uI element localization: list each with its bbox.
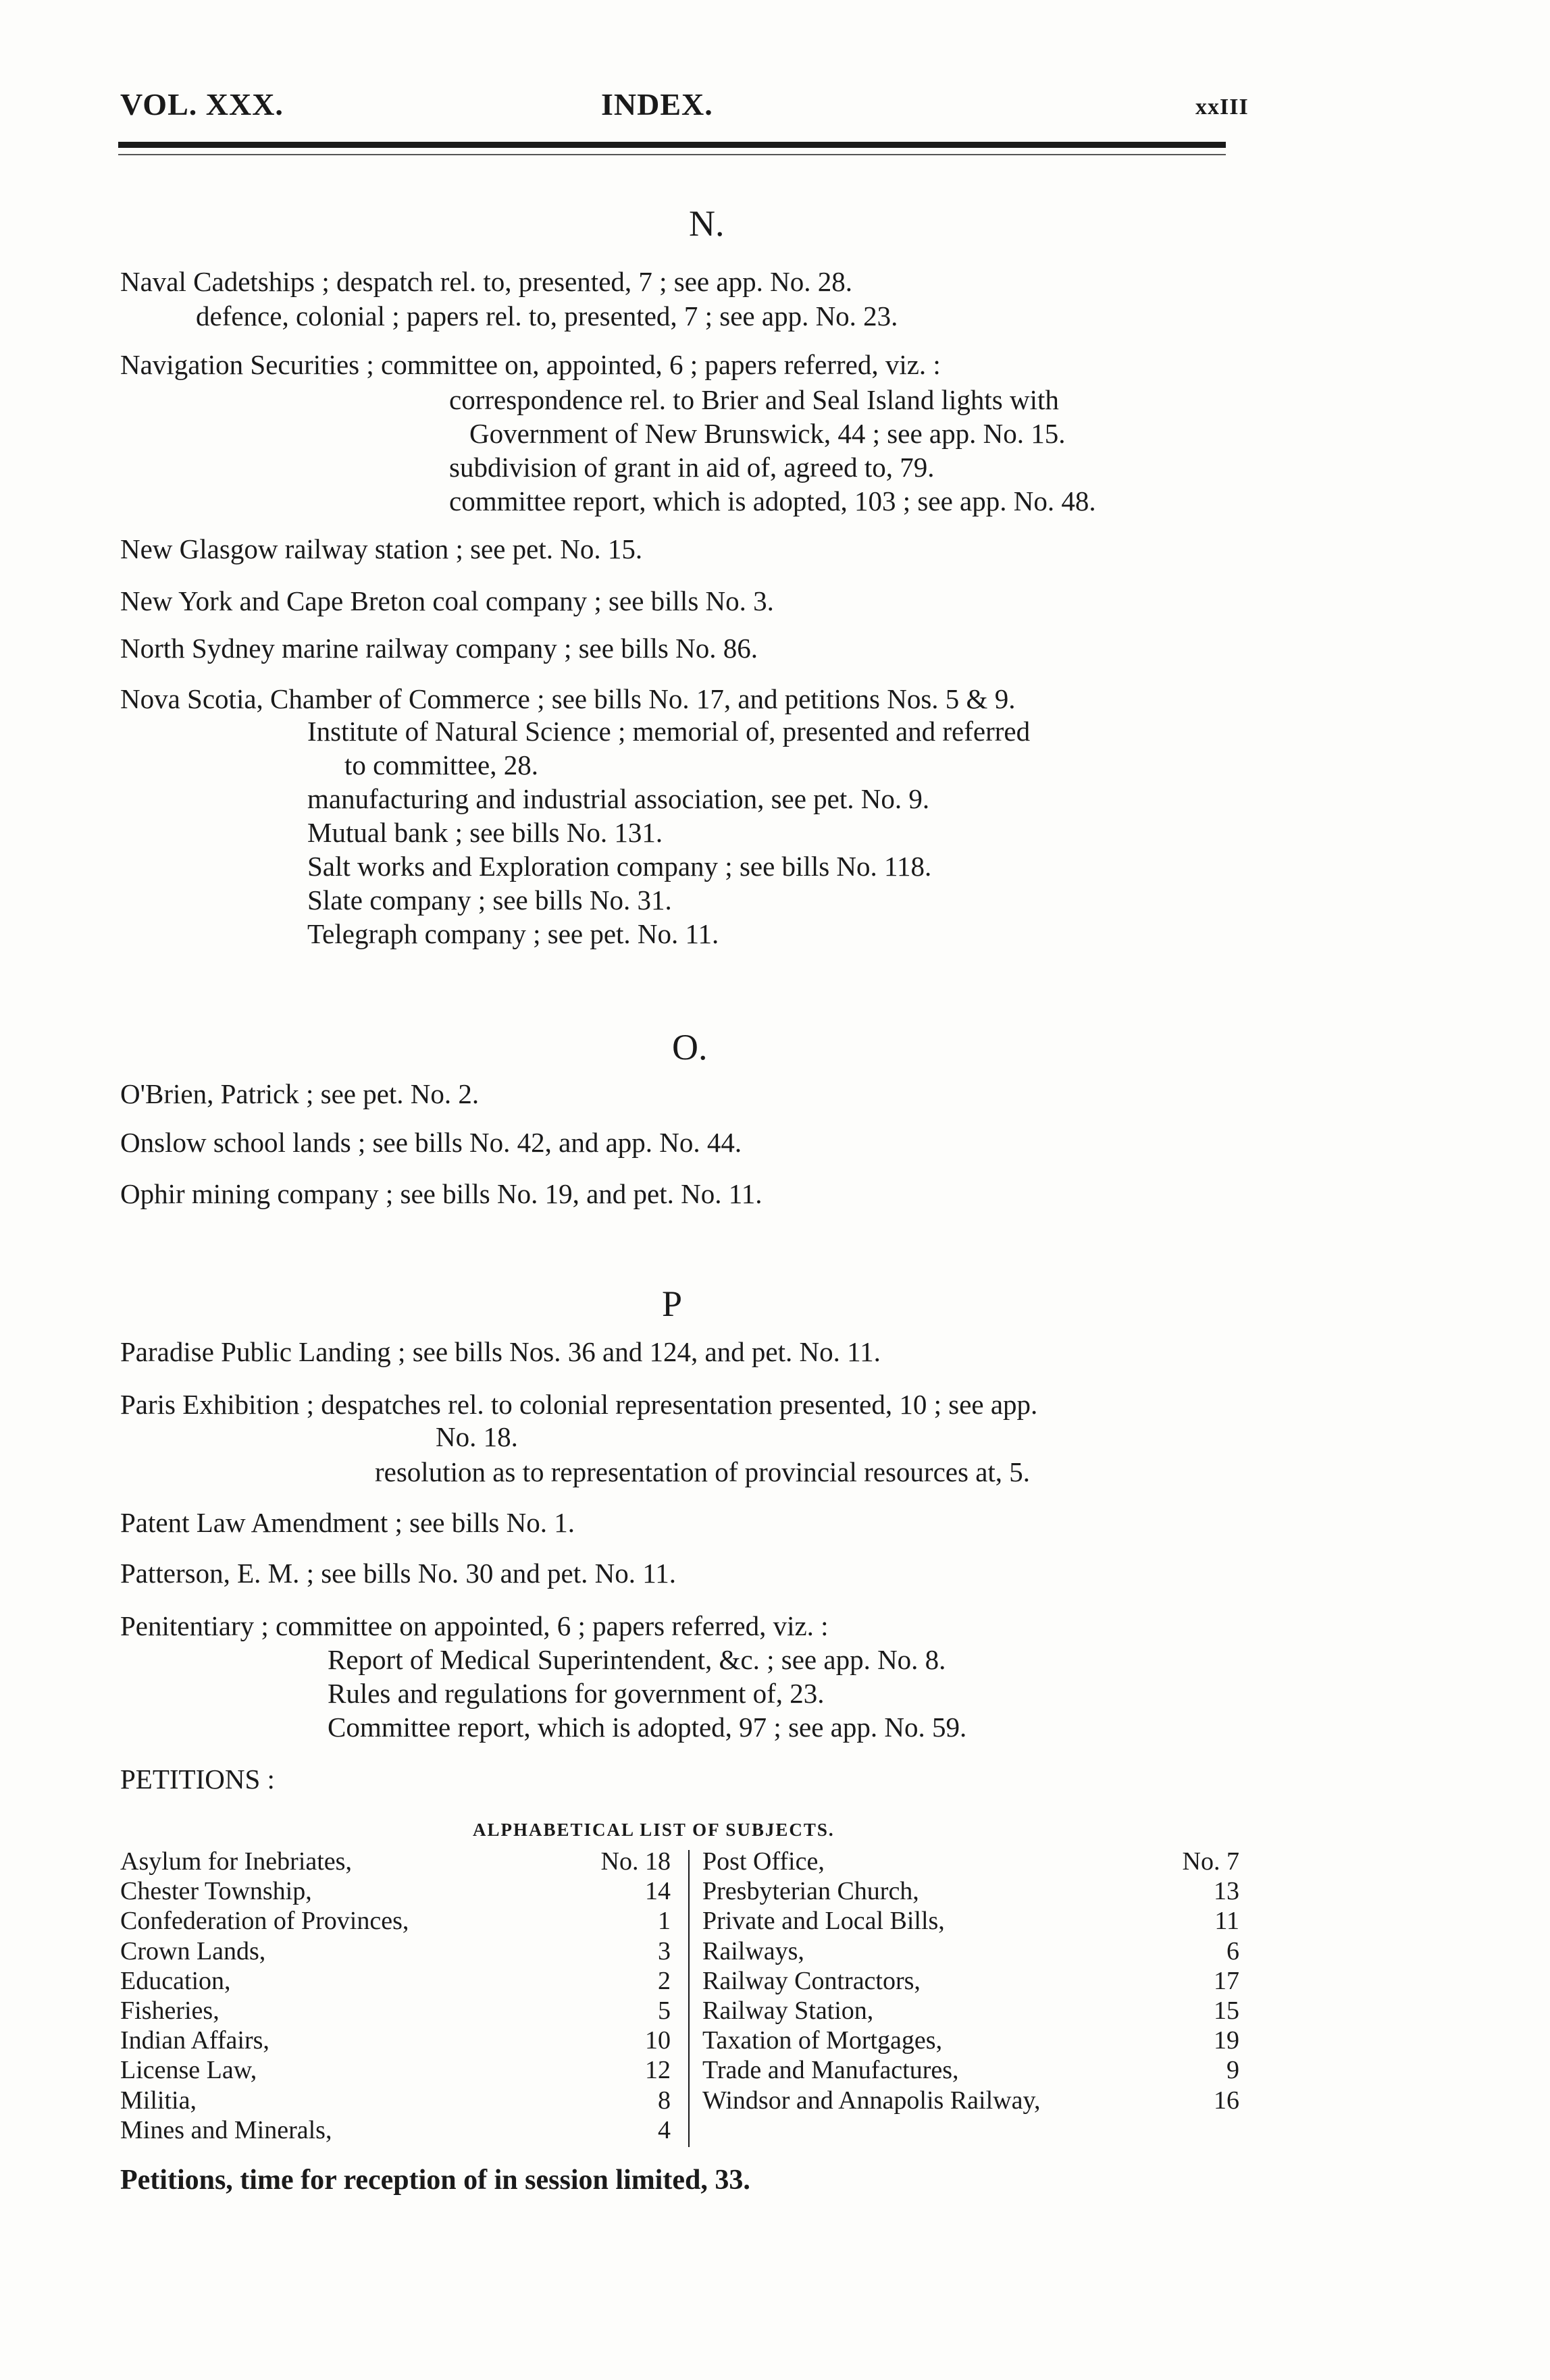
- petitions-time-note: Petitions, time for reception of in session limited, 33.: [120, 2165, 750, 2196]
- index-entry: Committee report, which is adopted, 97 ; see app. No. 59.: [328, 1712, 967, 1743]
- subject-number: 9: [1226, 2056, 1239, 2085]
- subject-name: Railways,: [702, 1936, 804, 1965]
- section-letter-p: P: [662, 1284, 683, 1324]
- header-rule-thin: [118, 154, 1226, 155]
- index-entry: Paris Exhibition ; despatches rel. to colonial representation presented, 10 ; see app.: [120, 1389, 1038, 1420]
- subject-name: Militia,: [120, 2086, 197, 2115]
- subject-row: [702, 1847, 1239, 1876]
- subject-row: [702, 2026, 1239, 2055]
- index-entry: subdivision of grant in aid of, agreed to, 79.: [449, 452, 935, 483]
- index-entry: Salt works and Exploration company ; see bills No. 118.: [307, 851, 932, 882]
- index-entry: Nova Scotia, Chamber of Commerce ; see bills No. 17, and petitions Nos. 5 & 9.: [120, 683, 1016, 714]
- index-entry: Onslow school lands ; see bills No. 42, and app. No. 44.: [120, 1127, 742, 1158]
- subject-number: 14: [645, 1877, 671, 1906]
- index-entry: committee report, which is adopted, 103 ; see app. No. 48.: [449, 485, 1096, 517]
- index-entry: manufacturing and industrial association, see pet. No. 9.: [307, 783, 930, 814]
- subject-name: Presbyterian Church,: [702, 1877, 919, 1906]
- index-entry: Telegraph company ; see pet. No. 11.: [307, 918, 719, 949]
- subject-name: Private and Local Bills,: [702, 1907, 945, 1936]
- section-letter-o: O.: [672, 1027, 708, 1067]
- subject-name: Railway Station,: [702, 1996, 874, 2026]
- subject-name: Chester Township,: [120, 1877, 312, 1906]
- subjects-title: ALPHABETICAL LIST OF SUBJECTS.: [473, 1820, 835, 1840]
- index-entry: New York and Cape Breton coal company ; see bills No. 3.: [120, 585, 774, 616]
- subject-number: 11: [1214, 1907, 1239, 1936]
- subject-name: Asylum for Inebriates,: [120, 1847, 352, 1876]
- subjects-right-column: [702, 1847, 1239, 2115]
- index-entry: Paradise Public Landing ; see bills Nos. 36 and 124, and pet. No. 11.: [120, 1336, 881, 1367]
- subject-name: Education,: [120, 1966, 231, 1995]
- subject-row: [702, 2055, 1239, 2085]
- subject-row: [120, 2086, 671, 2115]
- index-entry: resolution as to representation of provincial resources at, 5.: [375, 1456, 1031, 1487]
- index-entry: correspondence rel. to Brier and Seal Island lights with: [449, 384, 1059, 415]
- subject-number: 2: [658, 1966, 671, 1995]
- subject-row: [120, 1906, 671, 1936]
- subject-row: [702, 2086, 1239, 2115]
- subject-row: [702, 1876, 1239, 1906]
- subject-row: [702, 1936, 1239, 1966]
- subject-row: [120, 1876, 671, 1906]
- index-entry: New Glasgow railway station ; see pet. No. 15.: [120, 533, 643, 564]
- subject-number: 6: [1226, 1936, 1239, 1965]
- subject-row: [120, 2055, 671, 2085]
- subject-number: 13: [1214, 1877, 1239, 1906]
- subject-number: 1: [658, 1907, 671, 1936]
- petitions-heading: PETITIONS :: [120, 1764, 275, 1795]
- volume-label: VOL. XXX.: [120, 87, 284, 122]
- subject-number: 4: [658, 2115, 671, 2144]
- subject-name: Railway Contractors,: [702, 1966, 921, 1995]
- index-entry: Report of Medical Superintendent, &c. ; see app. No. 8.: [328, 1644, 946, 1675]
- index-entry: Patterson, E. M. ; see bills No. 30 and pet. No. 11.: [120, 1558, 676, 1589]
- subject-number: 8: [658, 2086, 671, 2115]
- subject-number: 15: [1214, 1996, 1239, 2026]
- subject-name: Fisheries,: [120, 1996, 219, 2026]
- subject-name: Trade and Manufactures,: [702, 2056, 959, 2085]
- subject-name: Mines and Minerals,: [120, 2115, 332, 2144]
- subject-row: [120, 2115, 671, 2145]
- subject-number: 16: [1214, 2086, 1239, 2115]
- subject-row: [702, 1996, 1239, 2026]
- subject-name: Taxation of Mortgages,: [702, 2026, 943, 2055]
- subject-number: No. 7: [1182, 1847, 1239, 1876]
- subject-row: [120, 1847, 671, 1876]
- subject-number: 10: [645, 2026, 671, 2055]
- subject-name: Crown Lands,: [120, 1936, 266, 1965]
- subject-number: No. 18: [600, 1847, 671, 1876]
- subject-number: 12: [645, 2056, 671, 2085]
- section-letter-n: N.: [689, 203, 725, 244]
- index-entry: Penitentiary ; committee on appointed, 6 ; papers referred, viz. :: [120, 1610, 829, 1641]
- index-entry: No. 18.: [436, 1421, 518, 1452]
- subject-row: [120, 1966, 671, 1996]
- subject-row: [120, 1936, 671, 1966]
- subject-row: [120, 2026, 671, 2055]
- subject-row: [702, 1966, 1239, 1996]
- index-entry: Ophir mining company ; see bills No. 19, and pet. No. 11.: [120, 1178, 763, 1209]
- index-entry: Institute of Natural Science ; memorial of, presented and referred: [307, 716, 1031, 747]
- subject-number: 5: [658, 1996, 671, 2026]
- subjects-left-column: [120, 1847, 671, 2145]
- subject-number: 17: [1214, 1966, 1239, 1995]
- subject-name: License Law,: [120, 2056, 257, 2085]
- column-divider: [688, 1850, 690, 2147]
- subject-row: [702, 1906, 1239, 1936]
- index-entry: Navigation Securities ; committee on, appointed, 6 ; papers referred, viz. :: [120, 349, 941, 380]
- header-rule-thick: [118, 142, 1226, 148]
- subject-number: 19: [1214, 2026, 1239, 2055]
- index-entry: Government of New Brunswick, 44 ; see app. No. 15.: [469, 418, 1066, 449]
- index-entry: Naval Cadetships ; despatch rel. to, presented, 7 ; see app. No. 28.: [120, 266, 852, 297]
- subject-row: [120, 1996, 671, 2026]
- subject-name: Indian Affairs,: [120, 2026, 269, 2055]
- subject-name: Windsor and Annapolis Railway,: [702, 2086, 1041, 2115]
- subject-name: Confederation of Provinces,: [120, 1907, 409, 1936]
- index-entry: O'Brien, Patrick ; see pet. No. 2.: [120, 1078, 480, 1109]
- index-entry: Rules and regulations for government of, 23.: [328, 1678, 825, 1709]
- index-entry: Slate company ; see bills No. 31.: [307, 884, 672, 916]
- subject-number: 3: [658, 1936, 671, 1965]
- subject-name: Post Office,: [702, 1847, 825, 1876]
- index-entry: defence, colonial ; papers rel. to, presented, 7 ; see app. No. 23.: [196, 300, 898, 332]
- index-entry: to committee, 28.: [344, 749, 538, 781]
- index-entry: North Sydney marine railway company ; see bills No. 86.: [120, 633, 758, 664]
- page-number: xxIII: [1195, 95, 1249, 120]
- page-title: INDEX.: [601, 87, 713, 122]
- index-entry: Mutual bank ; see bills No. 131.: [307, 817, 663, 848]
- index-entry: Patent Law Amendment ; see bills No. 1.: [120, 1507, 575, 1538]
